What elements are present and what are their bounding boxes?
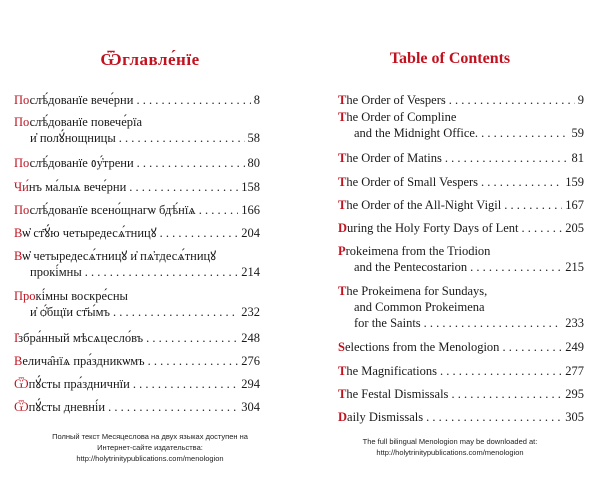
left-footnote: Полный текст Месяцеслова на двух языках доступен на Интернет-сайте издательства: http://holytrinitypublications.com/menologion — [0, 431, 300, 464]
toc-entry[interactable]: Чи́нъ ма́лыѧ вече́рни . . . 158 — [14, 179, 260, 195]
toc-entry[interactable]: І҆збра́нный мѣсѧцесло́въ . . . 248 — [14, 330, 260, 346]
toc-entry[interactable]: The Order of Small Vespers . . . 159 — [338, 174, 584, 190]
left-title: Ѿглавле́нїе — [100, 50, 200, 69]
toc-entry[interactable]: Послѣ́дованїе повече́рїа и҆ полꙋ́нощницы . . . 58 — [14, 114, 260, 146]
toc-entry[interactable]: Daily Dismissals . . . 305 — [338, 409, 584, 425]
menologion-link[interactable]: http://holytrinitypublications.com/menologion — [376, 448, 524, 457]
toc-entry[interactable]: Prokeimena from the Triodion and the Pentecostarion . . . 215 — [338, 243, 584, 275]
toc-entry[interactable]: The Order of the All-Night Vigil . . . 167 — [338, 197, 584, 213]
toc-entry[interactable]: The Festal Dismissals . . . 295 — [338, 386, 584, 402]
toc-entry[interactable]: The Prokeimena for Sundays, and Common Prokeimena for the Saints . . . 233 — [338, 283, 584, 331]
toc-entry[interactable]: The Order of Vespers . . . 9 — [338, 92, 584, 108]
toc-entry[interactable]: Прокі́мны воскре́сны и҆ ѻ҆́бщїи ст҃ы́мъ . . . 232 — [14, 288, 260, 320]
right-title: Table of Contents — [389, 50, 511, 67]
toc-entry[interactable]: Ѿпꙋ́сты дневні́и . . . 304 — [14, 399, 260, 415]
menologion-link[interactable]: http://holytrinitypublications.com/menologion — [76, 454, 224, 463]
toc-entry[interactable]: Послѣ́дованїе ᲂу҆́трени . . . 80 — [14, 155, 260, 171]
right-footnote: The full bilingual Menologion may be downloaded at: http://holytrinitypublications.com/menologion — [300, 436, 600, 458]
toc-entry[interactable]: Вѡ҆ четыредесѧ́тницꙋ и҆ пѧ҆тдесѧ́тницꙋ прокі́мны . . . 214 — [14, 248, 260, 280]
toc-entry[interactable]: During the Holy Forty Days of Lent . . . 205 — [338, 220, 584, 236]
toc-entry[interactable]: Велича̑нїѧ пра́здникѡмъ . . . 276 — [14, 353, 260, 369]
toc-entry[interactable]: Вѡ҆ ст҃ꙋ́ю четыредесѧ́тницꙋ . . . 204 — [14, 225, 260, 241]
toc-entry[interactable]: Selections from the Menologion . . . 249 — [338, 339, 584, 355]
toc-entry[interactable]: Ѿпꙋ́сты пра́здничнїи . . . 294 — [14, 376, 260, 392]
toc-entry[interactable]: Послѣ́дованїе вече́рни . . . 8 — [14, 92, 260, 108]
toc-entry[interactable]: Послѣ́дованїе всено́щнагѡ бдѣ́нїѧ . . . 166 — [14, 202, 260, 218]
right-page — [300, 0, 600, 491]
toc-entry[interactable]: The Magnifications . . . 277 — [338, 363, 584, 379]
toc-entry[interactable]: The Order of Compline and the Midnight Office. . . . 59 — [338, 109, 584, 141]
toc-entry[interactable]: The Order of Matins . . . 81 — [338, 150, 584, 166]
